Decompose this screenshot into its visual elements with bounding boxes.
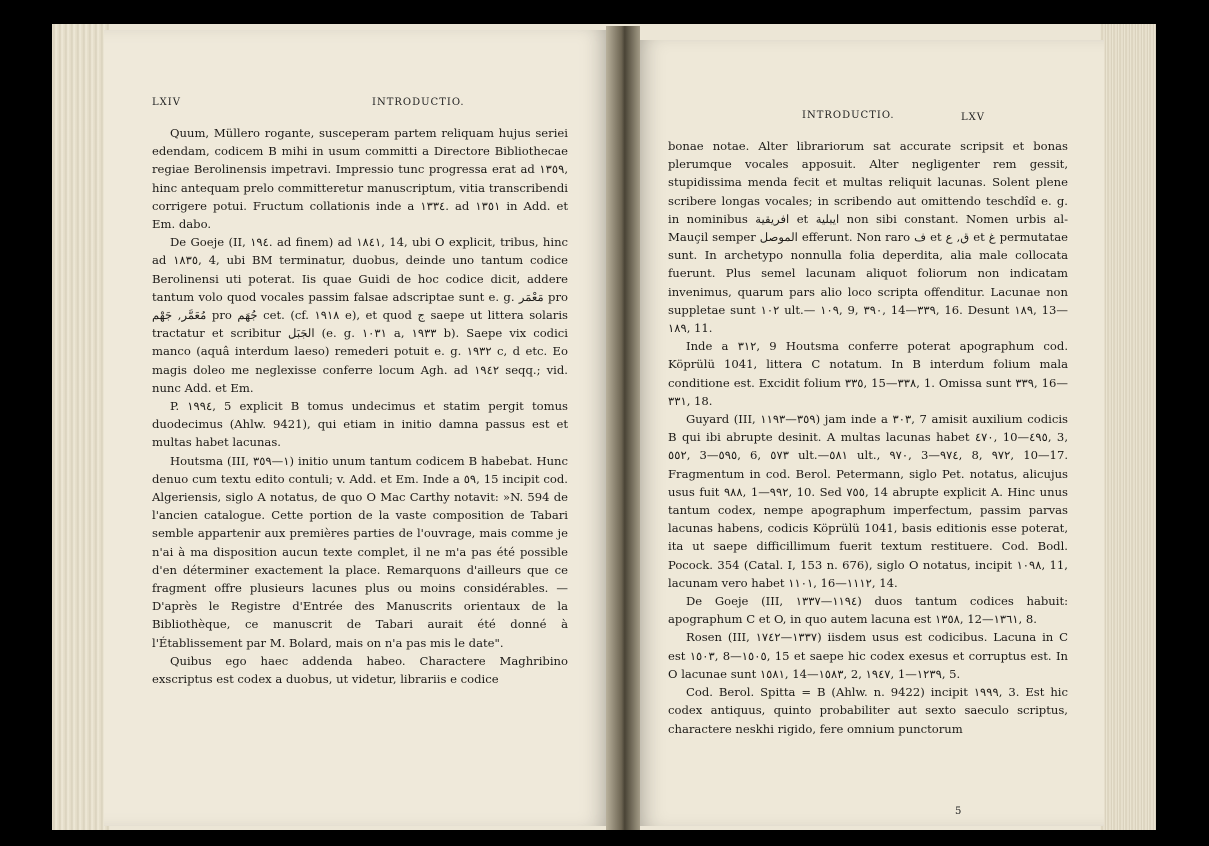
book-gutter [606,26,640,830]
left-page-edges [52,24,110,830]
left-paragraph-2: De Goeje (II, ١٩٤. ad finem) ad ١٨٤١, 14, ubi O explicit, tribus, hinc ad ١٨٣٥, 4, ubi BM terminatur, duobus, deinde uno tantum codice Berolinensi uti poterat. Iis quae Guidi de hoc codice dicit, addere tantum volo quod vocales passim falsae adscriptae sunt e. g. مَعْمَر pro مُعَمَّر, جَهْم pro جُهَم cet. (cf. ١٩١٨ e), et quod ج saepe ut littera solaris tractatur et scribitur الجَبَل (e. g. ١٠٣١ a, ١٩٣٣ b). Saepe vix codici manco (aquâ interdum laeso) remederi potuit e. g. ١٩٣٢ c, d etc. Eo magis doleo me neglexisse conferre locum Agh. ad ١٩٤٢ seqq.; vid. nunc Add. et Em. [152,235,569,395]
left-folio: LXIV [152,97,181,108]
right-running-title: INTRODUCTIO. [802,110,895,121]
right-page-edges [1100,24,1156,830]
right-folio: LXV [961,112,985,123]
right-text-block [668,137,1068,738]
left-text-block [152,124,568,688]
signature-mark: 5 [955,806,962,817]
right-paragraph-4: De Goeje (III, ١١٩٤—١٣٣٧) duos tantum codices habuit: apographum C et O, in quo autem lacuna est ١٣٥٨, 12—١٣٦١, 8. [668,594,1069,627]
right-paragraph-2: Inde a ٣١٢, 9 Houtsma conferre poterat apographum cod. Köprülü 1041, littera C notatum. In B interdum folium mala conditione est. Excidit folium ٣٣٥, 15—٣٣٨, 1. Omissa sunt ٣٣٩, 16—٣٣١, 18. [668,339,1068,408]
left-running-title: INTRODUCTIO. [372,97,465,108]
left-paragraph-1: Quum, Müllero rogante, susceperam partem reliquam hujus seriei edendam, codicem B mihi in usum committi a Directore Bibliothecae regiae Berolinensis impetravi. Impressio tunc progressa erat ad ١٣٥٩, hinc antequam prelo committeretur manuscriptum, vitia transcribendi corrigere potui. Fructum collationis inde a ١٣٣٤. ad ١٣٥١ in Add. et Em. dabo. [152,126,569,232]
right-paragraph-5: Rosen (III, ١٣٣٧—١٧٤٢) iisdem usus est codicibus. Lacuna in C est ١٥٠٣, 8—١٥٠٥, 15 et saepe hic codex exesus et corruptus est. In O lacunae sunt ١٥٨١, 14—١٥٨٣, 2, ١٩٤٧, 1—١٢٣٩, 5. [668,630,1069,681]
left-paragraph-4: Houtsma (III, ١—٣٥٩) initio unum tantum codicem B habebat. Hunc denuo cum textu edito contuli; v. Add. et Em. Inde a ٥٩, 15 incipit cod. Algeriensis, siglo A notatus, de quo O Mac Carthy notavit: »N. 594 de l'ancien catalogue. Cette portion de la vaste composition de Tabari semble appartenir aux premières parties de l'ouvrage, mais comme je n'ai à ma disposition aucun texte complet, il ne m'a pas été possible d'en déterminer exactement la place. Remarquons d'ailleurs que ce fragment offre plusieurs lacunes plus ou moins considérables. — D'après le Registre d'Entrée des Manuscrits orientaux de la Bibliothèque, ce manuscrit de Tabari aurait été donné à l'Établissement par M. Bolard, mais on n'a pas mis le date". [152,453,569,650]
left-paragraph-3: P. ١٩٩٤, 5 explicit B tomus undecimus et statim pergit tomus duodecimus (Ahlw. 9421), qui etiam in initio damna passus est et multas habet lacunas. [152,399,568,450]
right-paragraph-3: Guyard (III, ٣٥٩—١١٩٣) jam inde a ٣٠٣, 7 amisit auxilium codicis B qui ibi abrupte desinit. A multas lacunas habet ٤٧٠, 10—٤٩٥, 3, ٥٥٢, 3—٥٩٥, 6, ٥٧٣ ult.—٥٨١ ult., ٩٧٠, 3—٩٧٤, 8, ٩٧٢, 10—17. Fragmentum in cod. Berol. Petermann, siglo Pet. notatus, alicujus usus fuit ٩٨٨, 1—٩٩٢, 10. Sed ٧٥٥, 14 abrupte explicit A. Hinc unus tantum codex, nempe apographum imperfectum, passim parvas lacunas habens, codicis Köprülü 1041, basis editionis esse poterat, ita ut saepe difficillimum fuerit textum restituere. Cod. Bodl. Pocock. 354 (Catal. I, 153 n. 676), siglo O notatus, incipit ١٠٩٨, 11, lacunam vero habet ١١٠١, 16—١١١٢, 14. [668,412,1069,590]
right-paragraph-1: bonae notae. Alter librariorum sat accurate scripsit et bonas plerumque vocales apposuit. Alter negligenter rem gessit, stupidissima menda fecit et multas reliquit lacunas. Solent plene scribere longas vocales; in scribendo aut omittendo teschdîd e. g. in nominibus افريقية et ايبلية non sibi constant. Nomen urbis al-Mauçil semper الموصل efferunt. Non raro ف et ق, ع et غ permutatae sunt. In archetypo nonnulla folia deperdita, alia male collocata fuerunt. Plus semel lacunam aliquot foliorum non indicatam invenimus, quarum pars alio loco scripta offenditur. Lacunae non suppletae sunt ١٠٢ ult.— ١٠٩, 9, ٣٩٠, 14—٣٣٩, 16. Desunt ١٨٩, 13—١٨٩, 11. [668,139,1069,336]
left-paragraph-5: Quibus ego haec addenda habeo. Charactere Maghribino exscriptus est codex a duobus, ut videtur, librariis e codice [152,653,568,687]
right-paragraph-6: Cod. Berol. Spitta = B (Ahlw. n. 9422) incipit ١٩٩٩, 3. Est hic codex antiquus, quinto probabiliter aut sexto saeculo scriptus, charactere neskhi rigido, fere omnium punctorum [668,685,1069,736]
